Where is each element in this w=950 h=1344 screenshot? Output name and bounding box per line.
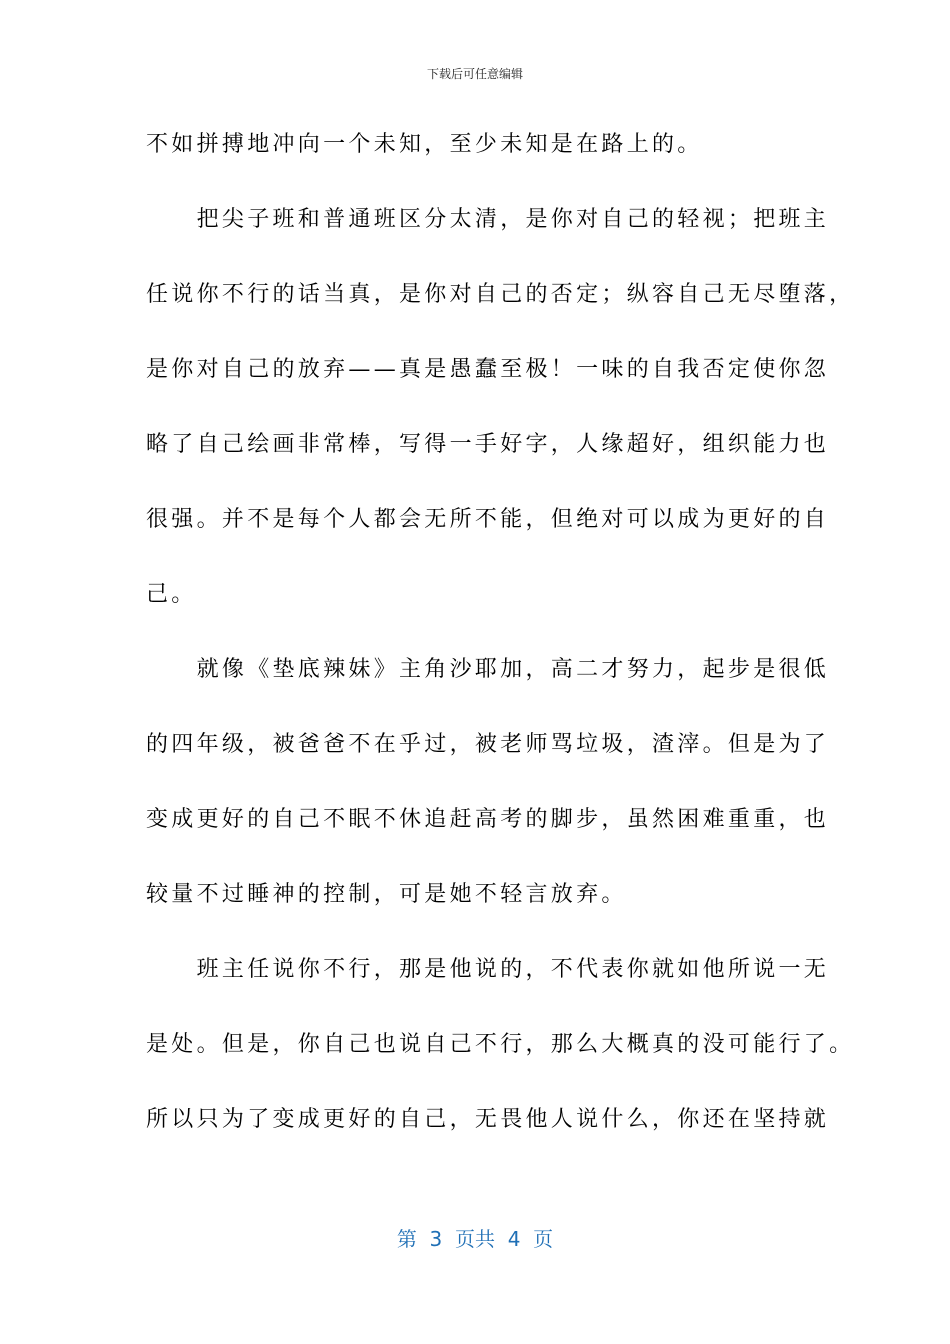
- text-line: 己。: [146, 582, 197, 607]
- text-line: 任说你不行的话当真，是你对自己的否定；纵容自己无尽堕落，: [146, 282, 855, 307]
- text-line: 是你对自己的放弃——真是愚蠢至极！一味的自我否定使你忽: [146, 357, 830, 382]
- text-line: 略了自己绘画非常棒，写得一手好字，人缘超好，组织能力也: [146, 432, 830, 457]
- text-line: 不如拼搏地冲向一个未知，至少未知是在路上的。: [146, 132, 703, 157]
- text-line: 是处。但是，你自己也说自己不行，那么大概真的没可能行了。: [146, 1032, 855, 1057]
- text-line: 把尖子班和普通班区分太清，是你对自己的轻视；把班主: [146, 207, 830, 232]
- text-line: 较量不过睡神的控制，可是她不轻言放弃。: [146, 882, 627, 907]
- text-line: 很强。并不是每个人都会无所不能，但绝对可以成为更好的自: [146, 507, 830, 532]
- text-line: 班主任说你不行，那是他说的，不代表你就如他所说一无: [146, 957, 830, 982]
- text-line: 的四年级，被爸爸不在乎过，被老师骂垃圾，渣滓。但是为了: [146, 732, 830, 757]
- page-number-footer: 第 3 页共 4 页: [396, 1227, 554, 1251]
- text-line: 所以只为了变成更好的自己，无畏他人说什么，你还在坚持就: [146, 1107, 830, 1132]
- text-line: 就像《垫底辣妹》主角沙耶加，高二才努力，起步是很低: [146, 657, 830, 682]
- page-header: 下载后可任意编辑: [426, 67, 523, 81]
- text-line: 变成更好的自己不眠不休追赶高考的脚步，虽然困难重重，也: [146, 807, 830, 832]
